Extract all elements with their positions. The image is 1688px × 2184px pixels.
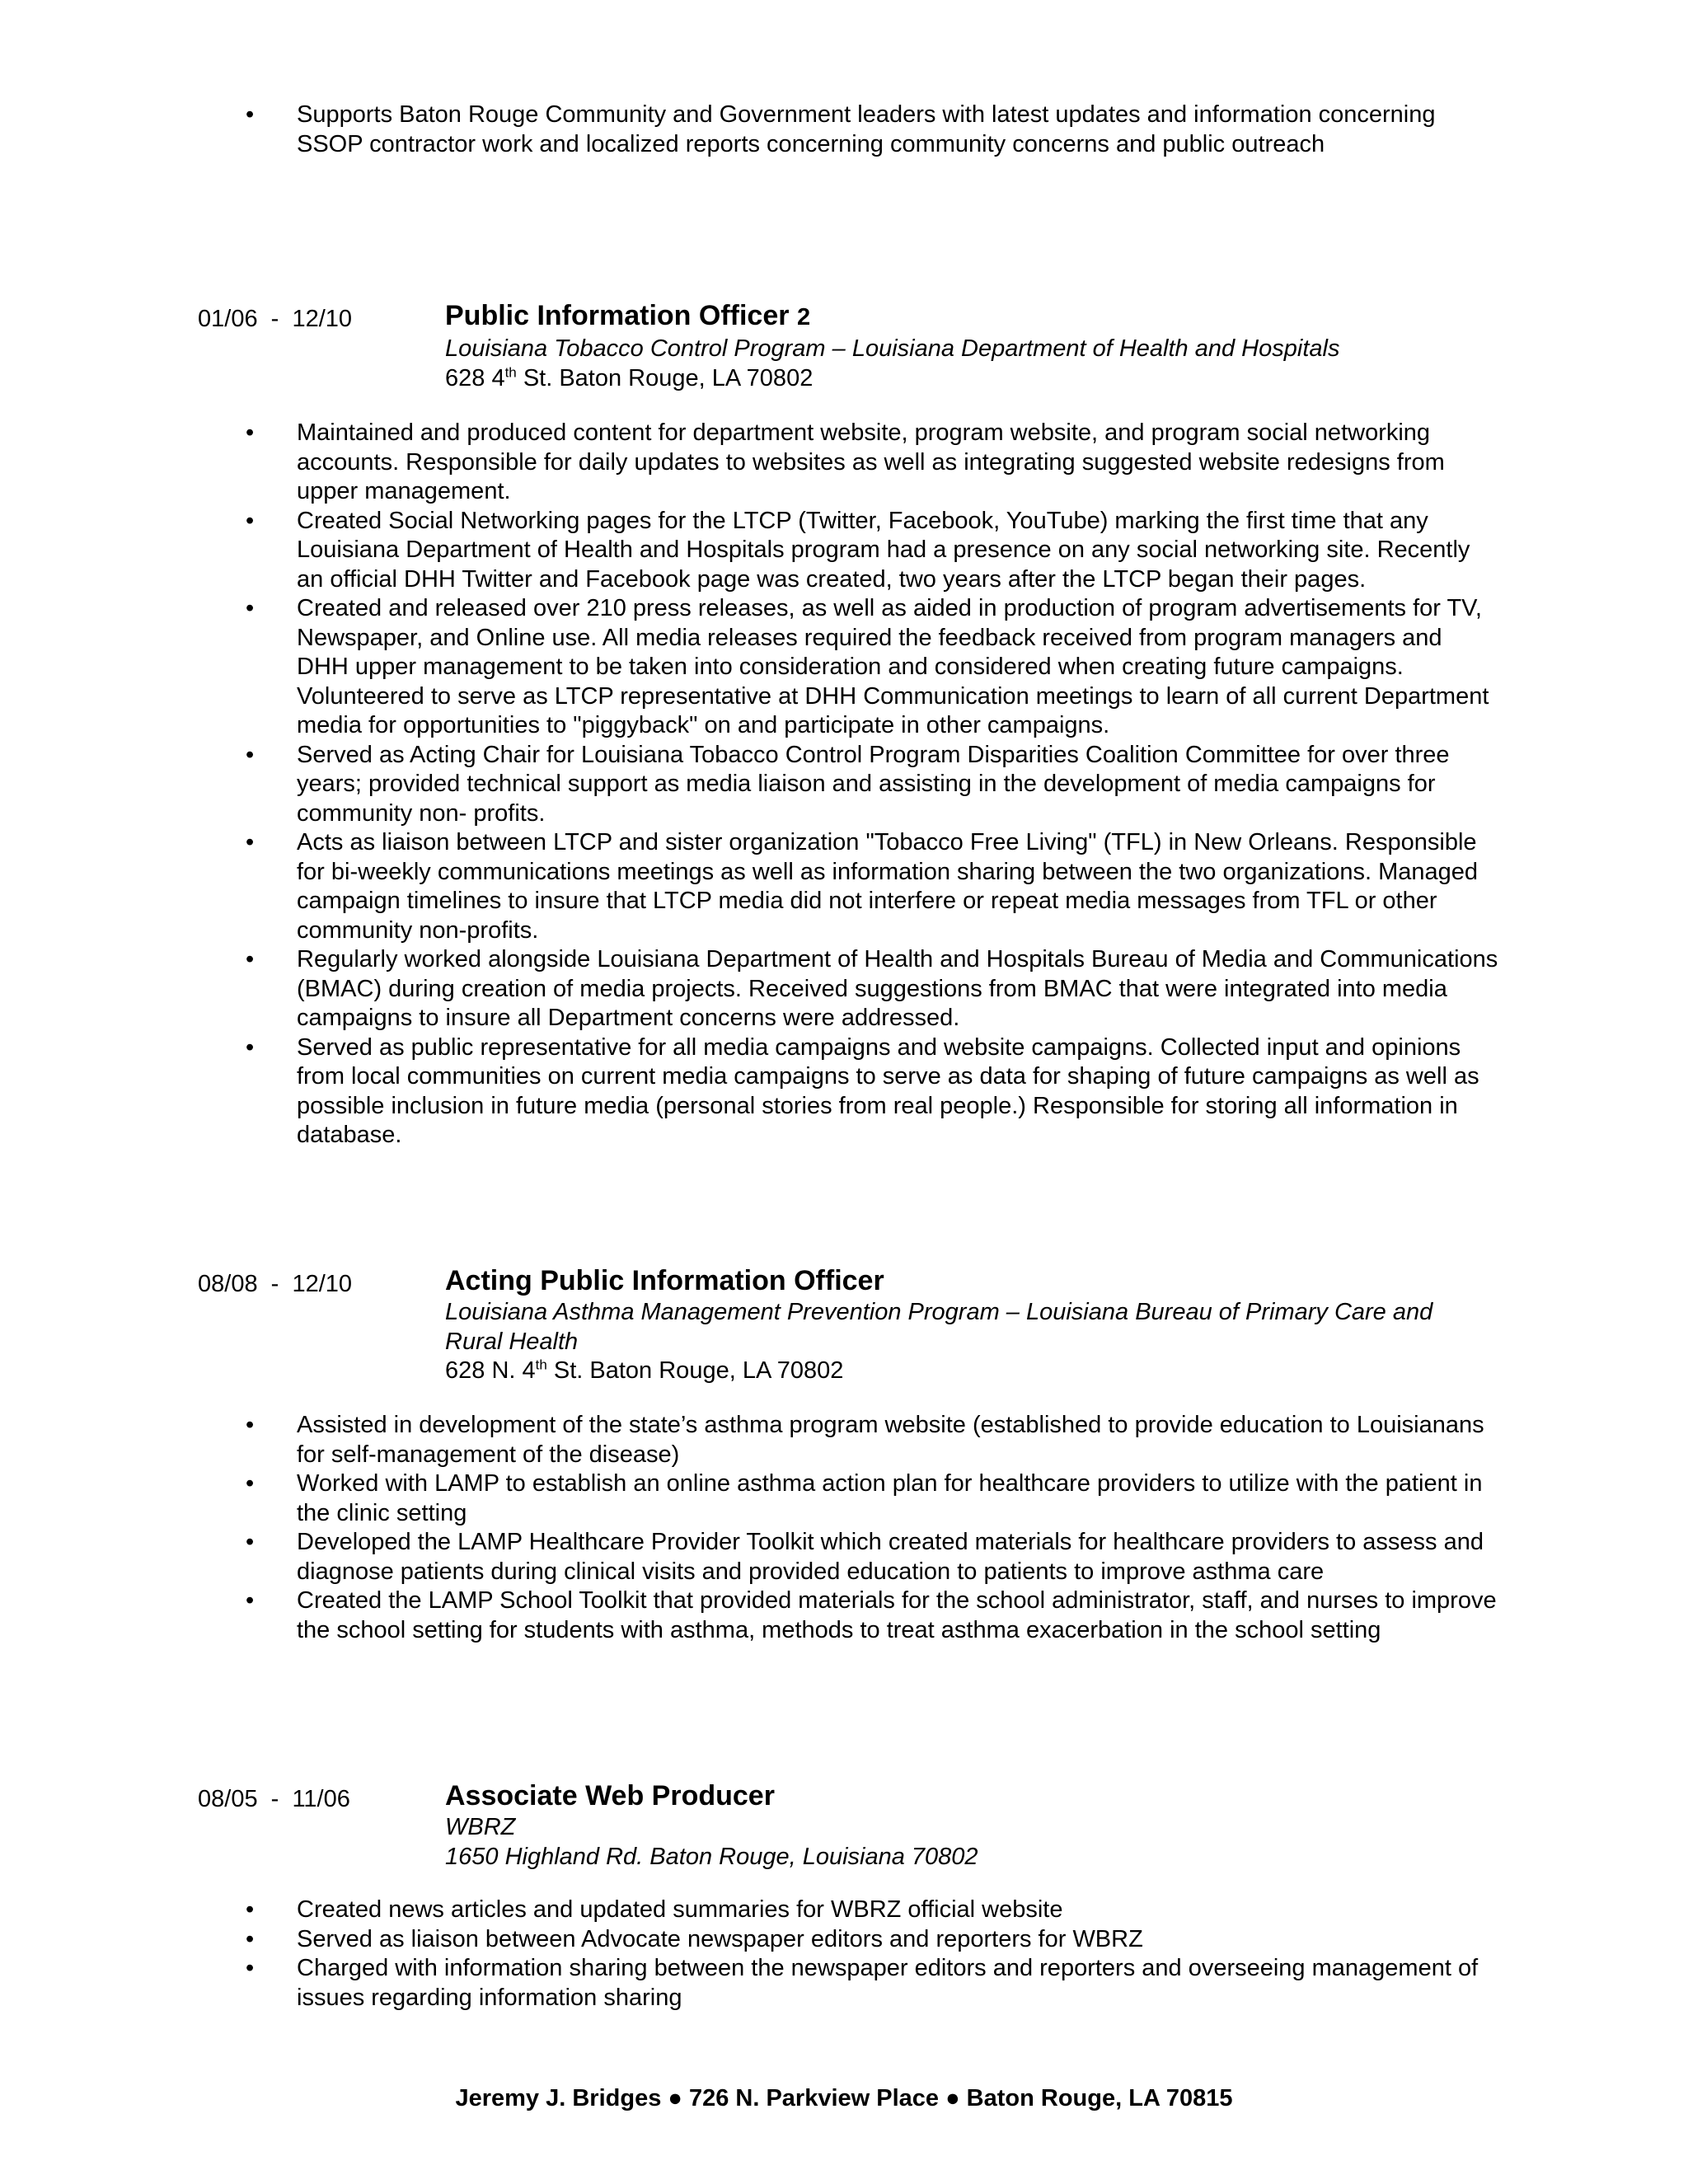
address-part: 628 N. 4 (445, 1357, 536, 1384)
list-item: • Charged with information sharing between the newspaper editors and reporters and overseeing management of issues regarding information sharing (0, 1954, 1500, 2013)
list-item: • Worked with LAMP to establish an online asthma action plan for healthcare providers to utilize with the patient in the clinic setting (0, 1469, 1500, 1528)
job-details (445, 1263, 1517, 1386)
address-part: 628 4 (445, 364, 505, 391)
job-title (445, 1779, 1517, 1813)
list-item: • Developed the LAMP Healthcare Provider Toolkit which created materials for healthcare providers to assess and diagnose patients during clinical visits and provided education to patients to improve asthma care (0, 1528, 1500, 1586)
list-item: • Served as public representative for all media campaigns and website campaigns. Collected input and opinions from local communities on current media campaigns to serve as data for shaping of future campaigns as well as possible inclusion in future media (personal stories from real people.) Responsible for storing all information in database. (0, 1033, 1500, 1151)
list-item: • Acts as liaison between LTCP and sister organization "Tobacco Free Living" (TFL) in New Orleans. Responsible for bi-weekly communications meetings as well as information sharing between the two organizations. Managed campaign timelines to insure that LTCP media did not interfere or repeat media messages from TFL or other community non-profits. (0, 828, 1500, 945)
list-item: • Assisted in development of the state’s asthma program website (established to provide education to Louisianans for self-management of the disease) (0, 1411, 1500, 1469)
list-item: • Served as liaison between Advocate newspaper editors and reporters for WBRZ (0, 1925, 1500, 1955)
job-dates: 01/06 - 12/10 (198, 306, 353, 332)
list-item: • Maintained and produced content for department website, program website, and program social networking accounts. Responsible for daily updates to websites as well as integrating suggested website redesigns from upper management. (0, 419, 1500, 507)
list-item: • Created news articles and updated summaries for WBRZ official website (0, 1896, 1500, 1925)
job-title-text: Public Information Officer (445, 300, 790, 331)
list-item: • Created and released over 210 press releases, as well as aided in production of program advertisements for TV, Newspaper, and Online use. All media releases required the feedback received from program managers and DHH upper management to be taken into consideration and considered when creating future campaigns. Volunteered to serve as LTCP representative at DHH Communication meetings to learn of all current Department media for opportunities to "piggyback" on and participate in other campaigns. (0, 594, 1500, 741)
job-address (445, 364, 1517, 394)
job-organization: Louisiana Asthma Management Prevention Program – Louisiana Bureau of Primary Care and Rural Health (445, 1299, 1433, 1355)
address-part: 1650 Highland Rd. Baton Rouge, Louisiana 70802 (445, 1843, 978, 1870)
address-part: St. Baton Rouge, LA 70802 (516, 364, 814, 391)
list-item: • Created the LAMP School Toolkit that provided materials for the school administrator, staff, and nurses to improve the school setting for students with asthma, methods to treat asthma exacerbation in the school setting (0, 1586, 1500, 1645)
job-title-suffix: 2 (796, 304, 811, 330)
job-address (445, 1843, 1517, 1872)
job-bullet-list (0, 419, 1688, 1151)
job-dates: 08/08 - 12/10 (198, 1271, 353, 1297)
job-details (445, 298, 1517, 393)
address-part: St. Baton Rouge, LA 70802 (546, 1357, 844, 1384)
address-superscript: th (535, 1357, 547, 1373)
job-address (445, 1357, 1517, 1386)
list-item: • Regularly worked alongside Louisiana Department of Health and Hospitals Bureau of Media and Communications (BMAC) during creation of media projects. Received suggestions from BMAC that were integrated into media campaigns to insure all Department concerns were addressed. (0, 945, 1500, 1033)
list-item: • Supports Baton Rouge Community and Government leaders with latest updates and information concerning SSOP contractor work and localized reports concerning community concerns and public outreach (0, 101, 1500, 159)
job-dates: 08/05 - 11/06 (198, 1786, 350, 1812)
job-title (445, 1263, 1517, 1298)
job-bullet-list (0, 1896, 1688, 2013)
page-footer: Jeremy J. Bridges ● 726 N. Parkview Place ● Baton Rouge, LA 70815 (455, 2085, 1233, 2111)
job-organization: Louisiana Tobacco Control Program – Louisiana Department of Health and Hospitals (445, 335, 1340, 362)
intro-bullet-list (0, 101, 1688, 159)
job-title-text: Associate Web Producer (445, 1780, 775, 1811)
list-item: • Served as Acting Chair for Louisiana Tobacco Control Program Disparities Coalition Committee for over three years; provided technical support as media liaison and assisting in the development of media campaigns for community non- profits. (0, 741, 1500, 829)
job-title-text: Acting Public Information Officer (445, 1265, 884, 1296)
job-title (445, 298, 1517, 335)
job-organization: WBRZ (445, 1814, 516, 1840)
job-bullet-list (0, 1411, 1688, 1645)
list-item: • Created Social Networking pages for the LTCP (Twitter, Facebook, YouTube) marking the first time that any Louisiana Department of Health and Hospitals program had a presence on any social networking site. Recently an official DHH Twitter and Facebook page was created, two years after the LTCP began their pages. (0, 507, 1500, 595)
address-superscript: th (504, 363, 517, 380)
job-details (445, 1779, 1517, 1872)
